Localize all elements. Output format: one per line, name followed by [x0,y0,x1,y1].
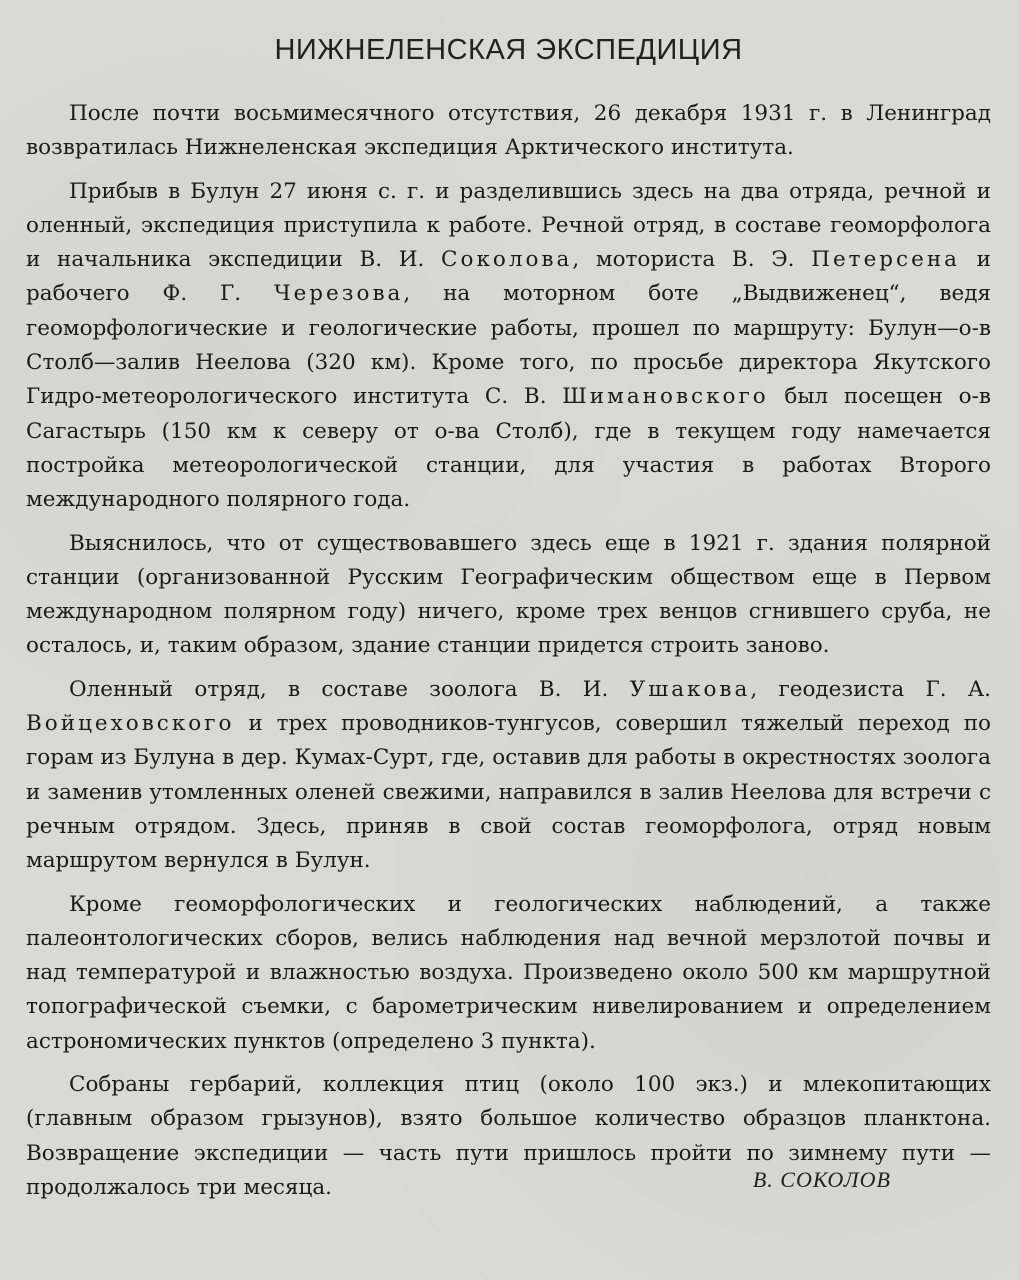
paragraph-2-text-e: был посещен о-в Сагастырь (150 км к северу от о-ва Столб), где в текущем году намечается постройка метеорологической станции, для участия в работах Второго международного полярного года. [26,384,991,513]
paragraph-4 [26,673,991,879]
article-title: НИЖНЕЛЕНСКАЯ ЭКСПЕДИЦИЯ [274,34,743,66]
name-shimanovsky: Шимановского [562,384,769,410]
name-sokolov: Соколова [441,247,573,273]
paragraph-5: Кроме геоморфологических и геологических наблюдений, а также палеонтологических сборов, велись наблюдения над вечной мерзлотой почвы и над температурой и влажностью воздуха. Произведено около 500 км маршрутной топографической съемки, с барометрическим нивелированием и определением астрономических пунктов (определено 3 пункта). [26,891,991,1054]
paragraph-2-text-d: , на моторном боте „Выдвиженец“, ведя геоморфологические и геологические работы, прошел по маршруту: Булун—о-в Столб—залив Неелова (320 км). Кроме того, по просьбе директора Якутского Гидро-метеорологического института С. В. [26,281,991,410]
name-ushakov: Ушакова [629,676,751,702]
paragraph-4-text-c: и трех проводников-тунгусов, совершил тяжелый переход по горам из Булуна в дер. Кумах-Сурт, где, оставив для работы в окрестностях зоолога и заменив утомленных оленей свежими, направился в залив Неелова для встречи с речным отрядом. Здесь, приняв в свой состав геоморфолога, отряд новым маршрутом вернулся в Булун. [26,711,991,874]
name-voitsekhovsky: Войцеховского [26,711,235,737]
paragraph-4-text-a: Оленный отряд, в составе зоолога В. И. [69,676,630,702]
paragraph-1: После почти восьмимесячного отсутствия, 26 декабря 1931 г. в Ленинград возвратилась Нижнеленская экспедиция Арктического института. [26,101,991,161]
paragraph-6 [26,1068,991,1205]
author-signature: В. СОКОЛОВ [752,1166,891,1192]
paragraph-4-text-b: , геодезиста Г. А. [750,676,992,702]
paragraph-6-text: Собраны гербарий, коллекция птиц (около 100 экз.) и млекопитающих (главным образом грызунов), взято большое количество образцов планктона. Возвращение экспедиции — часть пути пришлось пройти по зимнему пути — продолжалось три месяца. [26,1072,991,1200]
paragraph-2 [26,175,991,518]
paragraph-2-text-c: и рабочего Ф. Г. [26,247,991,307]
paragraph-3: Выяснилось, что от существовавшего здесь еще в 1921 г. здания полярной станции (организованной Русским Географическим обществом еще в Первом международном полярном году) ничего, кроме трех венцов сгнившего сруба, не осталось, и, таким образом, здание станции придется строить заново. [26,530,991,659]
name-cherezov: Черезова [273,281,404,307]
paragraph-2-text-a: Прибыв в Булун 27 июня с. г. и разделившись здесь на два отряда, речной и оленный, экспедиция приступила к работе. Речной отряд, в составе геоморфолога и начальника экспедиции В. И. [26,178,991,273]
paragraph-2-text-b: , моториста В. Э. [572,247,812,273]
name-petersen: Петерсена [811,247,960,273]
